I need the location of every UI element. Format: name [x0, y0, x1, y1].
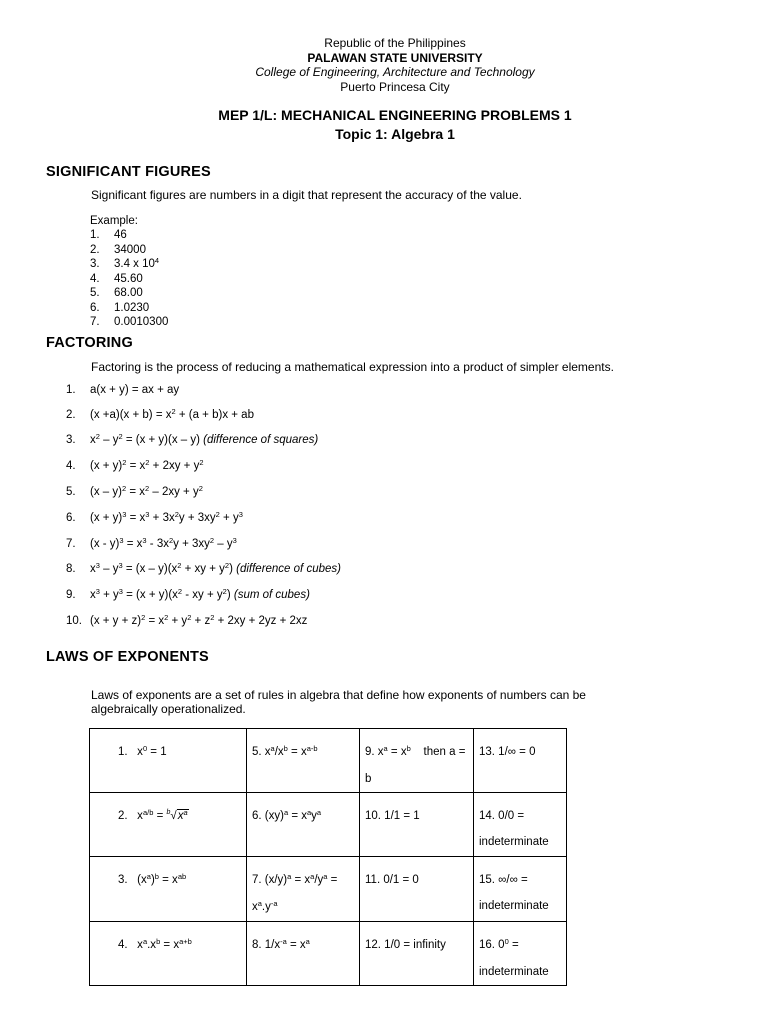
- significant-figures-examples: [90, 214, 168, 329]
- list-item: [90, 228, 168, 242]
- nth-root: $^b√x^a$: [166, 808, 188, 822]
- formula-item: 3. $x^2 - y^2 = (x + y)(x - y)$ (difference of squares): [66, 432, 319, 446]
- example-value: 3.4 x $10^4$: [114, 255, 160, 270]
- list-number: 6.: [90, 301, 100, 314]
- table-cell: 6. $(xy)^a = x^ay^a$: [247, 793, 360, 857]
- list-item: [90, 272, 168, 286]
- formula-item: 6. $(x + y)^3 = x^3 + 3x^2y + 3xy^2 + y^3$: [66, 510, 243, 524]
- university-name: PALAWAN STATE UNIVERSITY: [307, 50, 483, 65]
- table-cell: 4. $x^a.x^b = x^{a+b}$: [90, 922, 247, 986]
- table-cell: 5. $x^a/x^b = x^{a-b}$: [247, 729, 360, 793]
- list-item: [90, 243, 168, 257]
- formula-item: 2. $(x +a)(x + b) = x^2 + (a + b)x$ + ab: [66, 407, 254, 421]
- example-value: 34000: [114, 243, 146, 256]
- list-number: 7.: [90, 316, 100, 329]
- formula-item: 9. $x^3 + y^3 = (x + y)(x^2$ - xy + $y^2$) (sum of cubes): [66, 587, 310, 601]
- table-cell: 1. $x^0 = 1$: [90, 729, 247, 793]
- list-number: 4.: [90, 273, 100, 286]
- college-name: College of Engineering, Architecture and Technology: [255, 65, 535, 79]
- table-cell: 8. $1/x^{-a} = x^a$: [247, 922, 360, 986]
- example-value: 45.60: [114, 273, 143, 286]
- formula-note: (difference of cubes): [236, 563, 341, 575]
- list-item: [90, 257, 168, 272]
- formula-item: 8. $x^3 - y^3 = (x - y)(x^2$ + xy + $y^2$) (difference of cubes): [66, 561, 341, 575]
- section-heading-laws-of-exponents: LAWS OF EXPONENTS: [46, 649, 209, 665]
- exponents-definition: Laws of exponents are a set of rules in algebra that define how exponents of numbers can be algebraically operationalized.: [91, 688, 586, 716]
- list-number: 5.: [90, 287, 100, 300]
- table-cell: 3. $(x^a)^b = x^{ab}$: [90, 857, 247, 922]
- formula-item: 4. $(x + y)^2 = x^2 + 2xy + y^2$: [66, 458, 204, 472]
- example-value: 1.0230: [114, 301, 150, 314]
- republic-line: Republic of the Philippines: [324, 36, 466, 50]
- table-cell: 16. $0^0$ = indeterminate: [474, 922, 567, 986]
- list-item: [90, 301, 168, 315]
- formula-note: (sum of cubes): [233, 589, 310, 601]
- example-value: 46: [114, 229, 127, 242]
- document-titles: [0, 106, 768, 144]
- significant-figures-definition: Significant figures are numbers in a digit that represent the accuracy of the value.: [91, 188, 522, 202]
- laws-of-exponents-table: [89, 728, 567, 986]
- list-number: 1.: [90, 229, 100, 242]
- table-cell: 7. $(x/y)^a = x^a/y^a = x^a.y^{-a}$: [247, 857, 360, 922]
- formula-item: 5. $(x - y)^2 = x^2 - 2xy + y^2$: [66, 484, 203, 498]
- example-value: 68.00: [114, 287, 143, 300]
- formula-note: (difference of squares): [203, 434, 319, 446]
- table-cell: 12. 1/0 = infinity: [360, 922, 474, 986]
- list-item: [90, 286, 168, 300]
- table-cell: 14. 0/0 = indeterminate: [474, 793, 567, 857]
- formula-item: 7. $(x - y)^3 = x^3 - 3x^2y + 3xy^2 - y^3$: [66, 536, 237, 550]
- table-cell: 13. 1/∞ = 0: [474, 729, 567, 793]
- table-row: [90, 857, 567, 922]
- table-cell: 2. $x^{a/b} = ^b√x^a$: [90, 793, 247, 857]
- table-row: [90, 729, 567, 793]
- topic-title: Topic 1: Algebra 1: [335, 126, 455, 142]
- section-heading-significant-figures: SIGNIFICANT FIGURES: [46, 164, 211, 180]
- formula-item: 10. $(x + y + z)^2 = x^2 + y^2 + z^2 + 2xy + 2yz + 2xz$: [66, 613, 308, 627]
- factoring-definition: Factoring is the process of reducing a mathematical expression into a product of simpler elements.: [91, 360, 614, 374]
- table-cell: 10. 1/1 = 1: [360, 793, 474, 857]
- table-row: [90, 922, 567, 986]
- list-number: 3.: [90, 257, 100, 270]
- list-item: [90, 315, 168, 329]
- table-row: [90, 793, 567, 857]
- table-cell: 9. $x^a = x^b$ then a = b: [360, 729, 474, 793]
- city-name: Puerto Princesa City: [340, 79, 450, 94]
- table-cell: 11. 0/1 = 0: [360, 857, 474, 922]
- example-label: Example:: [90, 215, 138, 227]
- example-value: 0.0010300: [114, 316, 169, 329]
- document-header: [0, 36, 768, 94]
- list-number: 2.: [90, 243, 100, 256]
- section-heading-factoring: FACTORING: [46, 335, 133, 351]
- table-cell: 15. ∞/∞ = indeterminate: [474, 857, 567, 922]
- course-title: MEP 1/L: MECHANICAL ENGINEERING PROBLEMS 1: [218, 107, 572, 123]
- formula-item: 1. a(x + y) = ax + ay: [66, 384, 180, 396]
